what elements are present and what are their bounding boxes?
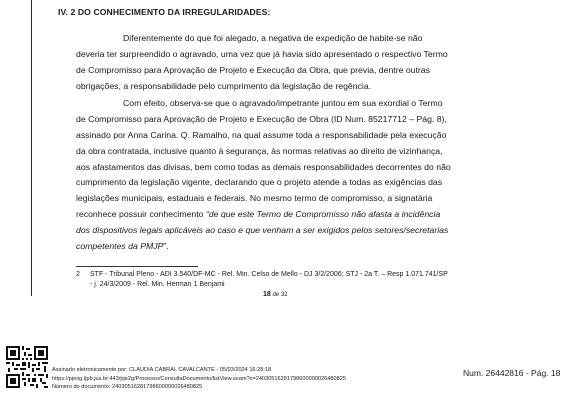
- footnote-separator: [76, 266, 198, 267]
- paragraph-line: Diferentemente do que foi alegado, a negativa de expedição de habite-se não: [123, 33, 423, 43]
- qr-code-icon: [6, 346, 48, 388]
- signature-url[interactable]: https://pjesg.tjpb.jus.br:443/pje2g/Processo/ConsultaDocumento/listView.seam?x=24030516281798600000026480825: [52, 375, 346, 382]
- paragraph-line: legislações municipais, estaduais e federais. No mesmo termo de compromisso, a signatária: [76, 193, 433, 204]
- footnote-line: - j. 24/3/2009 - Rel. Min. Herman 1 Benjami: [90, 280, 225, 288]
- quote-line: [76, 239, 468, 255]
- quote-text: competentes da PMJP: [76, 241, 164, 252]
- paragraph-text: reconhece possuir conhecimento: [76, 209, 206, 220]
- document-number: Número do documento: 24030516281798600000026480825: [52, 384, 203, 391]
- electronic-signature: [52, 366, 346, 392]
- paragraph-line: aos afastamentos das divisas, bem como todas as demais responsabilidades decorrentes do não: [76, 161, 451, 172]
- quote-line: dos dispositivos legais aplicáveis ao caso e que venham a ser exigidos pelos setores/secretarias: [76, 225, 449, 236]
- footnote-text: STF - Tribunal Pleno - ADI 3.540/DF-MC - Rel. Min. Celso de Mello - DJ 3/2/2006; STJ - 2a T. – Resp 1.071.741/SP: [90, 271, 448, 278]
- paragraph-line: cumprimento da legislação vigente, declarando que o projeto atende a todas as exigências das: [76, 177, 443, 188]
- footnote-number: 2: [76, 271, 80, 278]
- paragraph-line: da obra contratada, inclusive quanto à segurança, às normas relativas ao direito de vizinhança,: [76, 145, 443, 156]
- paragraph-1: [76, 31, 468, 95]
- paragraph-2: [76, 96, 468, 255]
- paragraph-line: assinado por Anna Carina. Q. Ramalho, na qual assume toda a responsabilidade pela execução: [76, 129, 447, 140]
- paragraph-line: de Compromisso para Aprovação de Projeto e Execução de Obra (ID Num. 85217712 – Pág. 8),: [76, 113, 447, 124]
- footnote: [76, 270, 506, 290]
- page-current: 18: [263, 291, 271, 298]
- page-number: [263, 291, 288, 298]
- paragraph-line: de Compromisso para Aprovação de Projeto e Execução da Obra, que previa, dentre outras: [76, 64, 430, 75]
- signed-by: Assinado eletronicamente por: CLAUDIA CABRAL CAVALCANTE - 05/03/2024 16:28:18: [52, 367, 272, 373]
- paragraph-line: [76, 207, 468, 223]
- paragraph-line: obrigações, a responsabilidade pelo cumprimento da legislação de regência.: [76, 80, 372, 91]
- paragraph-line: Com efeito, observa-se que o agravado/impetrante juntou em sua exordial o Termo: [123, 98, 443, 108]
- section-heading: IV. 2 DO CONHECIMENTO DA IRREGULARIDADES:: [58, 7, 271, 17]
- quote-close: ”.: [163, 241, 169, 252]
- document-id: Num. 26442816 - Pág. 18: [463, 368, 561, 378]
- footnote-line: [76, 270, 506, 280]
- page-total: 32: [280, 292, 288, 298]
- page-of-label: de: [272, 292, 280, 298]
- quote-text: “de que este Termo de Compromisso não afasta a incidência: [205, 209, 441, 220]
- margin-rule: [31, 0, 32, 296]
- paragraph-line: deveria ter surpreendido o agravado, uma vez que já havia sido apresentado o respectivo Termo: [76, 48, 448, 59]
